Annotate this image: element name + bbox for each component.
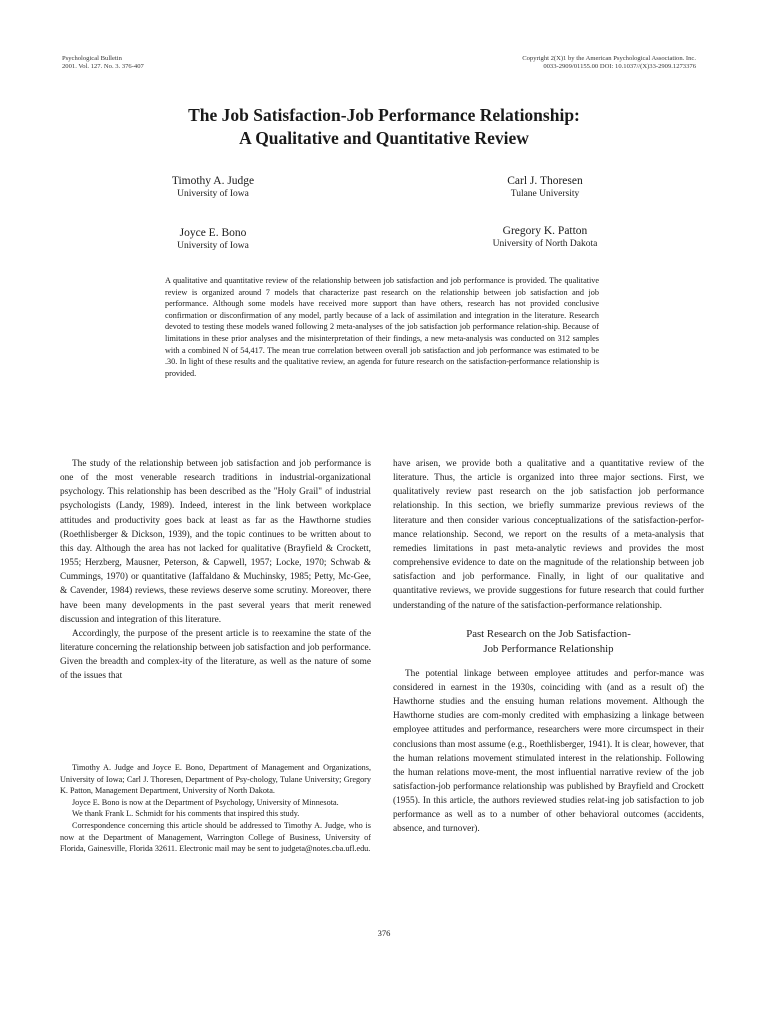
author-note [60,762,371,855]
copyright-line: Copyright 2(X)1 by the American Psychological Association. Inc. [522,55,696,62]
title-line-2: A Qualitative and Quantitative Review [239,128,529,148]
page-number: 376 [377,928,391,938]
journal-header [62,55,262,71]
author-name: Carl J. Thoresen [507,175,583,187]
footnote: Joyce E. Bono is now at the Department of Psychology, University of Minnesota. [72,797,339,807]
author-name: Gregory K. Patton [502,225,588,237]
author-affiliation: Tulane University [510,189,580,199]
body-paragraph: have arisen, we provide both a qualitative and a quantitative review of the literature. Thus, the article is organized into three major sections. First, we qualitatively review past research on the job satisfaction job performance relationship. In this section, we briefly summarize previous reviews of the literature and then consider various conceptualizations of the satisfaction-perfor-mance relationship. Second, we report on the results of a meta-analysis that remedies limitations in past meta-analytic reviews and provides the most comprehensive evidence to date on the magnitude of the relationship between job satisfaction and job performance. Finally, in light of our qualitative and quantitative reviews, we provide suggestions for future research that could further understanding of the nature of the satisfaction-performance relationship. [393,459,704,611]
article-title [60,104,708,150]
author-block [445,174,645,200]
body-paragraph: The potential linkage between employee attitudes and perfor-mance was considered in earnest in the 1930s, coinciding with (and as a result of) the Hawthorne studies and the ensuing human relations movement. Although the Hawthorne studies are com-monly credited with emphasizing a linkage between employee attitudes and performance, researchers were more circumspect in their conclusions than most assume (e.g., Roethlisberger, 1941). It is clear, however, that the human relations movement stimulated interest in the relationship. Following the human relations move-ment, the most influential narrative review of the job satisfaction-job performance relationship was published by Brayfield and Crockett (1955). In this article, the authors reviewed studies relat-ing job satisfaction to job performance as well as to a number of other behavioral outcomes (accidents, absence, and turnover). [393,668,704,835]
author-block [445,224,645,250]
author-affiliation: University of Iowa [177,241,249,251]
footnote: Timothy A. Judge and Joyce E. Bono, Department of Management and Organizations, University of Iowa; Carl J. Thoresen, Department of Psy-chology, Tulane University; Gregory K. Patton, Management Department, University of North Dakota. [60,763,371,796]
section-heading-line-1: Past Research on the Job Satisfaction- [466,627,631,640]
author-block [113,174,313,200]
copyright-header [486,55,696,71]
author-name: Timothy A. Judge [171,175,255,187]
body-paragraph: Accordingly, the purpose of the present article is to reexamine the state of the literature concerning the relationship between job satisfaction and job performance. Given the breadth and complex-ity of the literature, as well as the nature of some of the issues that [60,628,371,682]
author-affiliation: University of Iowa [177,189,249,199]
title-line-1: The Job Satisfaction-Job Performance Relationship: [188,105,580,125]
abstract: A qualitative and quantitative review of the relationship between job satisfaction and job performance is provided. The qualitative review is organized around 7 models that characterize past research on the relationship between job satisfaction and job performance. Although some models have received more support than have others, research has not provided conclusive confirmation or disconfirmation of any model, partly because of a lack of assimilation and integration in the literature. Research devoted to testing these models waned following 2 meta-analyses of the job satisfaction job performance relation-ship. Because of limitations in these prior analyses and the misinterpretation of their findings, a new meta-analysis was conducted on 312 samples with a combined N of 54,417. The mean true correlation between overall job satisfaction and job performance was estimated to be .30. In light of these results and the qualitative review, an agenda for future research on the satisfaction-performance relationship is provided. [165,276,599,378]
footnote: We thank Frank L. Schmidt for his comments that inspired this study. [72,809,300,819]
body-paragraph: The study of the relationship between job satisfaction and job performance is one of the most venerable research traditions in industrial-organizational psychology. This relationship has been described as the "Holy Grail" of industrial psychologists (Landy, 1989). Indeed, interest in the link between workplace attitudes and productivity goes back at least as far as the Hawthorne studies (Roethlisberger & Dickson, 1939), and the topic continues to be written about to this day. Although the area has not lacked for qualitative (Brayfield & Crockett, 1955; Herzberg, Mausner, Peterson, & Capwell, 1957; Locke, 1970; Schwab & Cummings, 1970) or quantitative (Iaffaldano & Muchinsky, 1985; Petty, Mc-Gee, & Cavender, 1984) reviews, these reviews deserve some scrutiny. Moreover, there have been many developments in the past several years that merit renewed discussion and integration of this literature. [60,459,371,625]
author-affiliation: University of North Dakota [492,239,598,249]
journal-name: Psychological Bulletin [62,55,122,62]
left-column [60,457,371,684]
author-block [113,226,313,252]
footnote: Correspondence concerning this article should be addressed to Timothy A. Judge, who is now at the Department of Management, Warrington College of Business, University of Florida, Gainesville, Florida 32611. Electronic mail may be sent to judgeta@notes.cba.ufl.edu. [60,820,371,854]
doi-line: 0033-2909/01155.00 DOI: 10.1037//(X)33-2909.1273376 [543,63,696,70]
section-heading [393,627,704,657]
author-name: Joyce E. Bono [179,227,247,239]
journal-volume: 2001. Vol. 127. No. 3. 376-407 [62,63,144,70]
right-column [393,457,704,837]
section-heading-line-2: Job Performance Relationship [483,642,614,655]
